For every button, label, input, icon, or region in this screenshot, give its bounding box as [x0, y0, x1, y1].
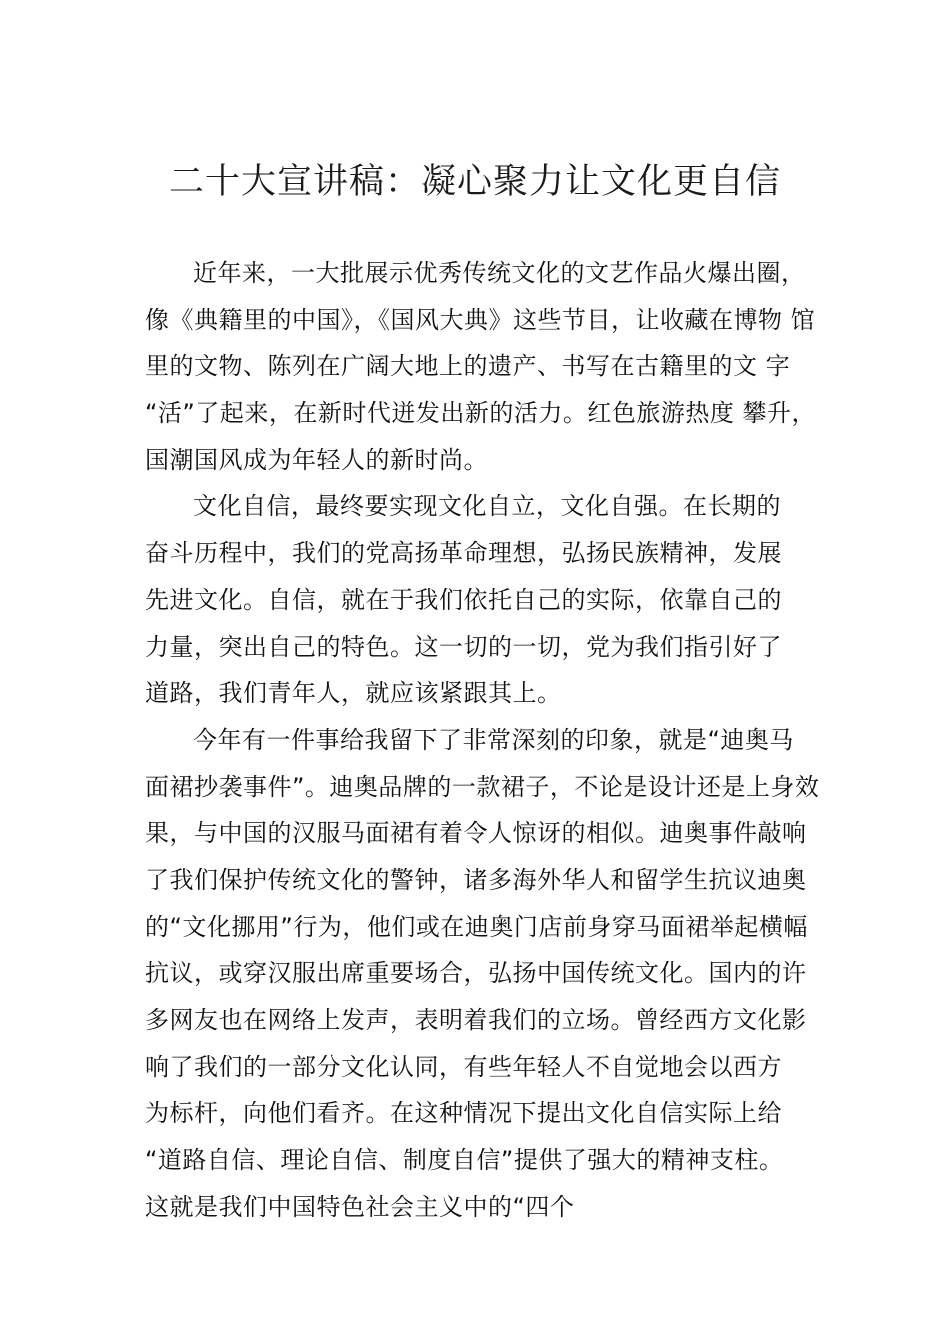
paragraph-1	[145, 250, 835, 483]
paragraph-2	[145, 483, 835, 716]
text-line: 里的文物、陈列在广阔大地上的遗产、书写在古籍里的文 字	[145, 352, 791, 381]
text-line: “道路自信、理论自信、制度自信”提供了强大的精神支柱。	[145, 1146, 784, 1175]
text-line: 了我们保护传统文化的警钟，诸多海外华人和留学生抗议迪奥	[145, 865, 807, 894]
paragraph-3	[145, 717, 835, 1231]
text-line: 为标杆，向他们看齐。在这种情况下提出文化自信实际上给	[145, 1099, 782, 1128]
text-line: 文化自信，最终要实现文化自立，文化自强。在长期的	[193, 492, 781, 521]
text-line: 国潮国风成为年轻人的新时尚。	[145, 445, 488, 474]
text-line: 这就是我们中国特色社会主义中的“四个	[145, 1192, 575, 1221]
text-line: 今年有一件事给我留下了非常深刻的印象，就是“迪奥马	[193, 725, 794, 754]
text-line: “活”了起来，在新时代迸发出新的活力。红色旅游热度 攀升，	[145, 399, 816, 428]
text-line: 面裙抄袭事件”。迪奥品牌的一款裙子，不论是设计还是上身效	[145, 772, 820, 801]
text-line: 果，与中国的汉服马面裙有着令人惊讶的相似。迪奥事件敲响	[145, 819, 807, 848]
text-line: 道路，我们青年人，就应该紧跟其上。	[145, 679, 562, 708]
document-body	[145, 250, 835, 1230]
text-line: 奋斗历程中，我们的党高扬革命理想，弘扬民族精神，发展	[145, 539, 782, 568]
document-title: 二十大宣讲稿：凝心聚力让文化更自信	[168, 162, 781, 202]
text-line: 像《典籍里的中国》，《国风大典》这些节目，让收藏在博物 馆	[145, 305, 816, 334]
text-line: 抗议，或穿汉服出席重要场合，弘扬中国传统文化。国内的许	[145, 959, 807, 988]
text-line: 力量，突出自己的特色。这一切的一切，党为我们指引好了	[145, 632, 782, 661]
text-line: 近年来，一大批展示优秀传统文化的文艺作品火爆出圈，	[193, 259, 806, 287]
text-line: 响了我们的一部分文化认同，有些年轻人不自觉地会以西方	[145, 1052, 782, 1081]
text-line: 多网友也在网络上发声，表明着我们的立场。曾经西方文化影	[145, 1006, 807, 1034]
text-line: 先进文化。自信，就在于我们依托自己的实际，依靠自己的	[145, 585, 782, 614]
text-line: 的“文化挪用”行为，他们或在迪奥门店前身穿马面裙举起横幅	[145, 912, 808, 941]
